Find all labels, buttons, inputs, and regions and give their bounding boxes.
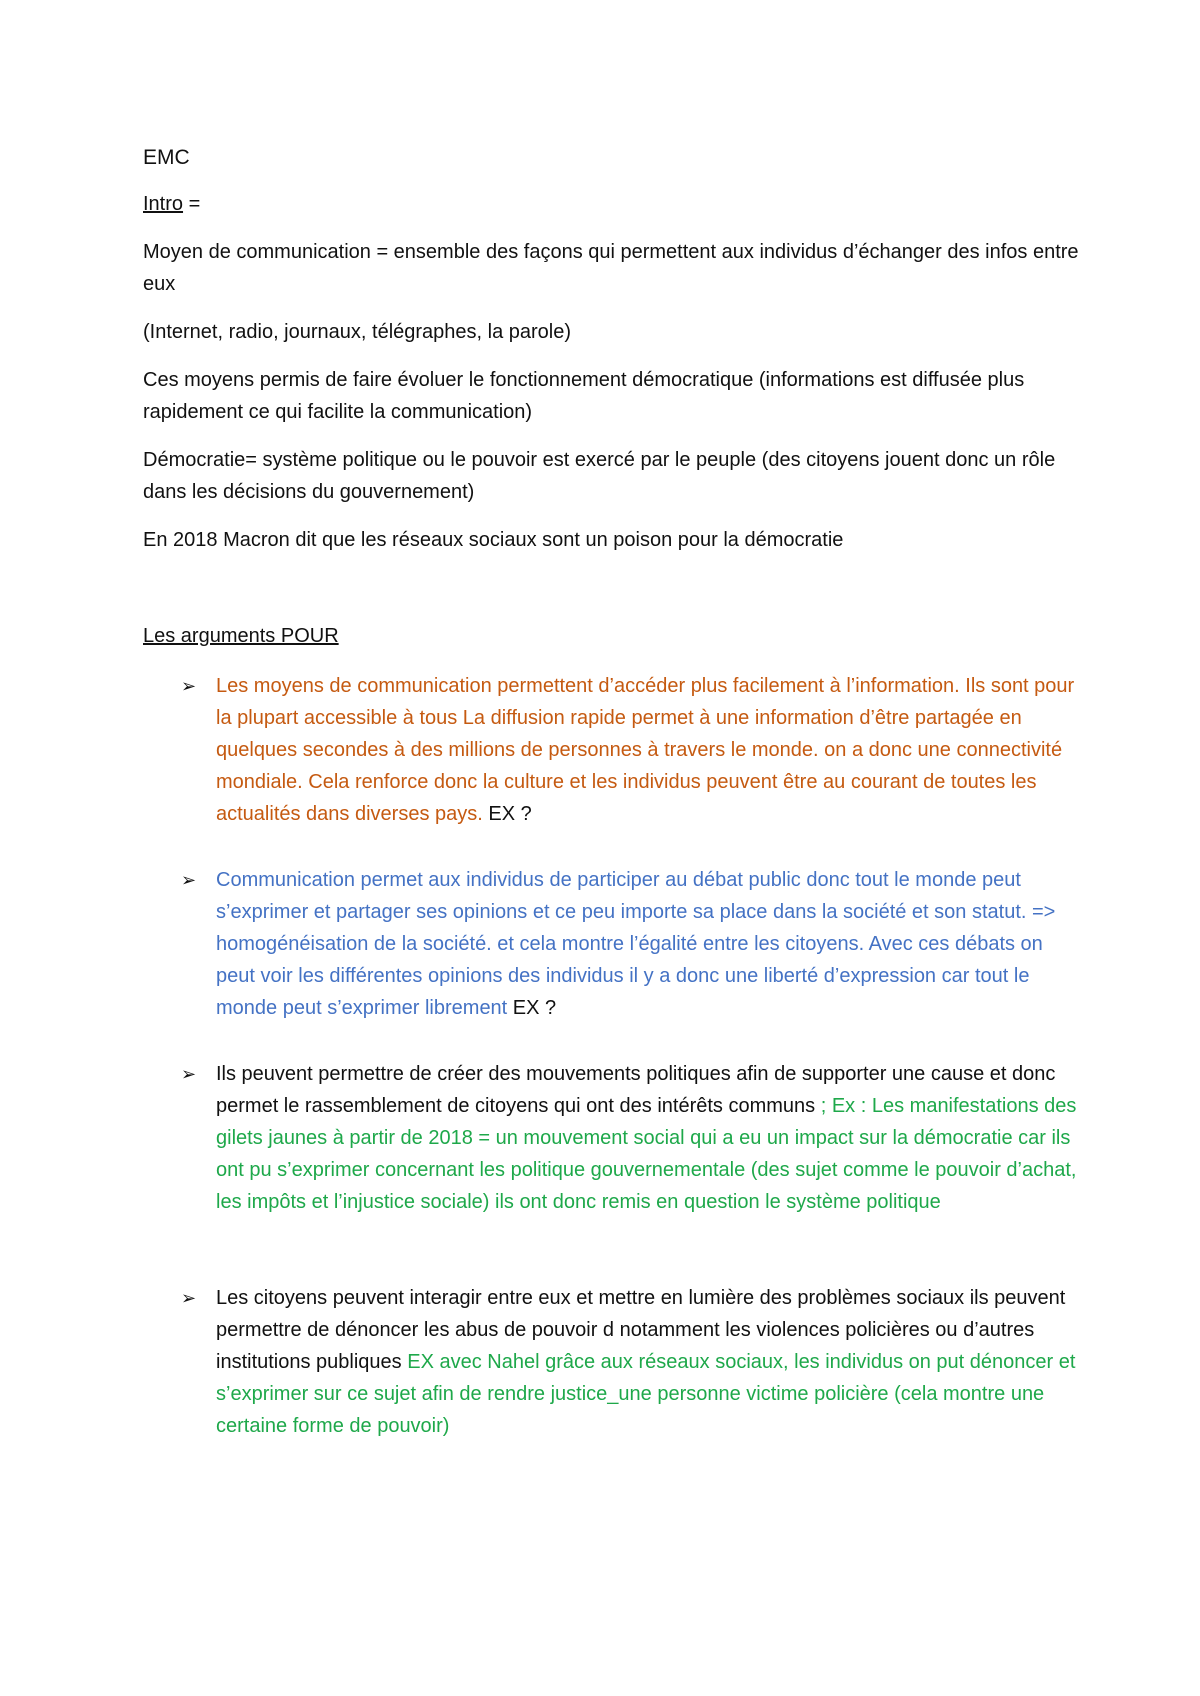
doc-title: EMC — [143, 146, 190, 169]
arrow-bullet-icon: ➢ — [181, 870, 197, 890]
argument-tail: EX ? — [507, 997, 557, 1019]
arrow-bullet-icon: ➢ — [181, 1064, 197, 1084]
examples-list: (Internet, radio, journaux, télégraphes, la parole) — [143, 321, 572, 343]
argument-item — [143, 1282, 1083, 1442]
argument-example: ; Ex : Les manifestations des gilets jaunes à partir de 2018 = un mouvement social qui a eu un impact sur la démocratie car ils ont pu s’exprimer concernant les politique gouvernementale (des sujet comme le pouvoir d’achat, les impôts et l’injustice sociale) ils ont donc remis en question le système politique — [216, 1095, 1077, 1213]
intro-line — [143, 188, 1083, 220]
argument-text: Communication permet aux individus de participer au débat public donc tout le monde peut s’exprimer et partager ses opinions et ce peu importe sa place dans la société et son statut. => homogénéisation de la société. et cela montre l’égalité entre les citoyens. Avec ces débats on peut voir les différentes opinions des individus il y a donc une liberté d’expression car tout le monde peut s’exprimer librement — [216, 869, 1056, 1019]
section-heading: Les arguments POUR — [143, 625, 339, 647]
democratic-evolution: Ces moyens permis de faire évoluer le fonctionnement démocratique (informations est diffusée plus rapidement ce qui facilite la communication) — [143, 369, 1025, 423]
argument-item — [143, 864, 1083, 1024]
definition-communication: Moyen de communication = ensemble des façons qui permettent aux individus d’échanger des infos entre eux — [143, 241, 1079, 295]
definition-democratie: Démocratie= système politique ou le pouvoir est exercé par le peuple (des citoyens jouent donc un rôle dans les décisions du gouvernement) — [143, 449, 1056, 503]
macron-quote: En 2018 Macron dit que les réseaux sociaux sont un poison pour la démocratie — [143, 529, 844, 551]
argument-item — [143, 1058, 1083, 1218]
intro-suffix: = — [183, 193, 201, 215]
argument-text: Les moyens de communication permettent d’accéder plus facilement à l’information. Ils sont pour la plupart accessible à tous La diffusion rapide permet à une information d’être partagée en quelques secondes à des millions de personnes à travers le monde. on a donc une connectivité mondiale. Cela renforce donc la culture et les individus peuvent être au courant de toutes les actualités dans diverses pays. — [216, 675, 1075, 825]
argument-tail: EX ? — [482, 803, 532, 825]
arrow-bullet-icon: ➢ — [181, 1288, 197, 1308]
argument-text: Ils peuvent permettre de créer des mouvements politiques afin de supporter une cause et donc permet le rassemblement de citoyens qui ont des intérêts communs — [216, 1063, 1056, 1117]
arrow-bullet-icon: ➢ — [181, 676, 197, 696]
argument-example: EX avec Nahel grâce aux réseaux sociaux, les individus on put dénoncer et s’exprimer sur ce sujet afin de rendre justice_une personne victime policière (cela montre une certaine forme de pouvoir) — [216, 1351, 1076, 1437]
argument-text: Les citoyens peuvent interagir entre eux et mettre en lumière des problèmes sociaux ils peuvent permettre de dénoncer les abus de pouvoir d notamment les violences policières ou d’autres institutions publiques — [216, 1287, 1066, 1373]
document-page — [143, 142, 1083, 1476]
intro-label: Intro — [143, 193, 184, 215]
argument-item — [143, 670, 1083, 830]
